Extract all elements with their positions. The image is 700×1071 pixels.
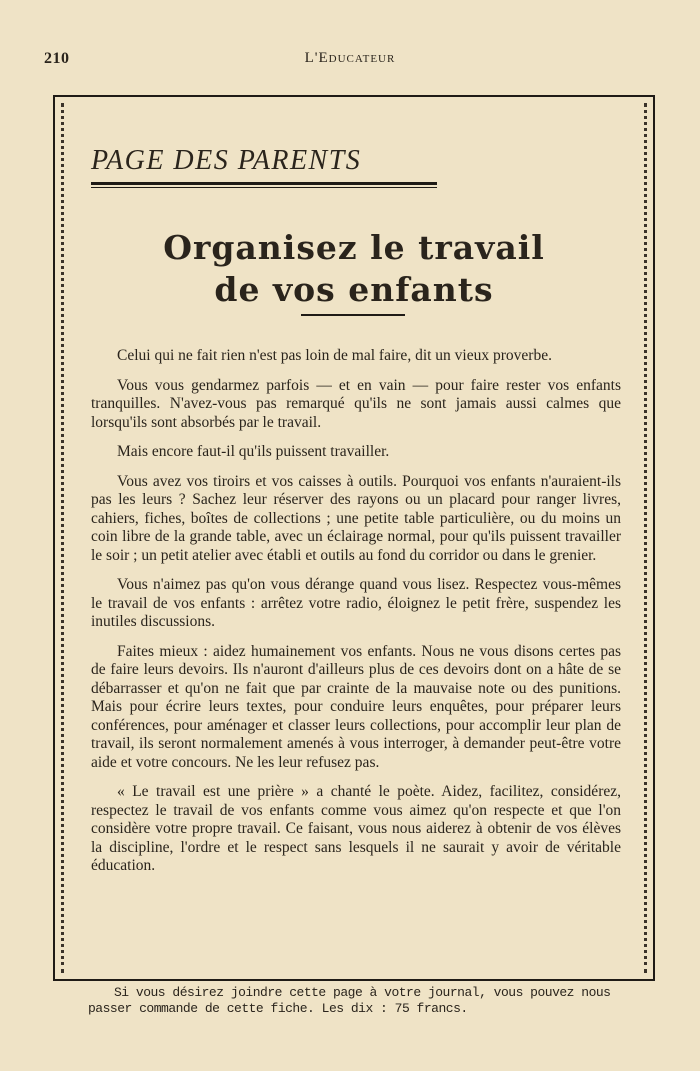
section-title-rule-thin: [91, 187, 437, 188]
article-paragraph: Vous avez vos tiroirs et vos caisses à outils. Pourquoi vos enfants n'auraient-ils pas les leurs ? Sachez leur réserver des rayons ou un placard pour ranger livres, cahiers, fiches, boîtes de collections ; une petite table particulière, ou du moins un coin libre de la grande table, avec un éclairage normal, pour qu'ils puissent travailler le soir ; un petit atelier avec établi et outils au fond du corridor ou dans le grenier.: [91, 472, 621, 564]
headline-line-1: Organisez le travail: [163, 228, 545, 267]
article-paragraph: « Le travail est une prière » a chanté le poète. Aidez, facilitez, considérez, respectez le travail de vos enfants comme vous aimez qu'on respecte et que l'on considère votre propre travail. Ce faisant, vous nous aiderez à obtenir de vos élèves la discipline, l'ordre et le respect sans lesquels il ne saurait y avoir de véritable éducation.: [91, 783, 621, 874]
article-paragraph: Vous vous gendarmez parfois — et en vain — pour faire rester vos enfants tranquilles. N'avez-vous pas remarqué qu'ils ne sont jamais aussi calmes que lorsqu'ils sont absorbés par le travail.: [91, 376, 621, 431]
headline-rule: [301, 314, 405, 316]
article-paragraph: Celui qui ne fait rien n'est pas loin de mal faire, dit un vieux proverbe.: [117, 347, 552, 364]
section-title: PAGE DES PARENTS: [91, 145, 362, 176]
article-frame: [53, 95, 655, 981]
footer-note: Si vous désirez joindre cette page à votre journal, vous pouvez nous passer commande de cette fiche. Les dix : 75 francs.: [88, 985, 611, 1016]
journal-title: L'Educateur: [304, 50, 396, 66]
headline-line-2: de vos enfants: [214, 270, 494, 309]
article-paragraph: Faites mieux : aidez humainement vos enfants. Nous ne vous disons certes pas de faire leurs devoirs. Ils n'auront d'ailleurs plus de ces devoirs dont on a hâte de se débarrasser et qu'on ne fait que par crainte de la mauvaise note ou des punitions. Mais pour écrire leurs textes, pour conduire leurs enquêtes, pour préparer leurs conférences, pour aménager et classer leurs collections, pour accomplir leur plan de travail, ils seront normalement amenés à vous interroger, à demander peut-être votre aide et votre concours. Ne les leur refusez pas.: [91, 642, 621, 771]
section-heading: [91, 147, 437, 188]
page-number: 210: [44, 50, 70, 67]
section-title-rule: [91, 182, 437, 185]
article-paragraph: Vous n'aimez pas qu'on vous dérange quand vous lisez. Respectez vous-mêmes le travail de vos enfants : arrêtez votre radio, éloignez le petit frère, suspendez les inutiles discussions.: [91, 576, 621, 630]
article-paragraph: Mais encore faut-il qu'ils puissent travailler.: [117, 443, 390, 460]
article-body: [91, 347, 621, 887]
article-headline: [55, 227, 653, 311]
